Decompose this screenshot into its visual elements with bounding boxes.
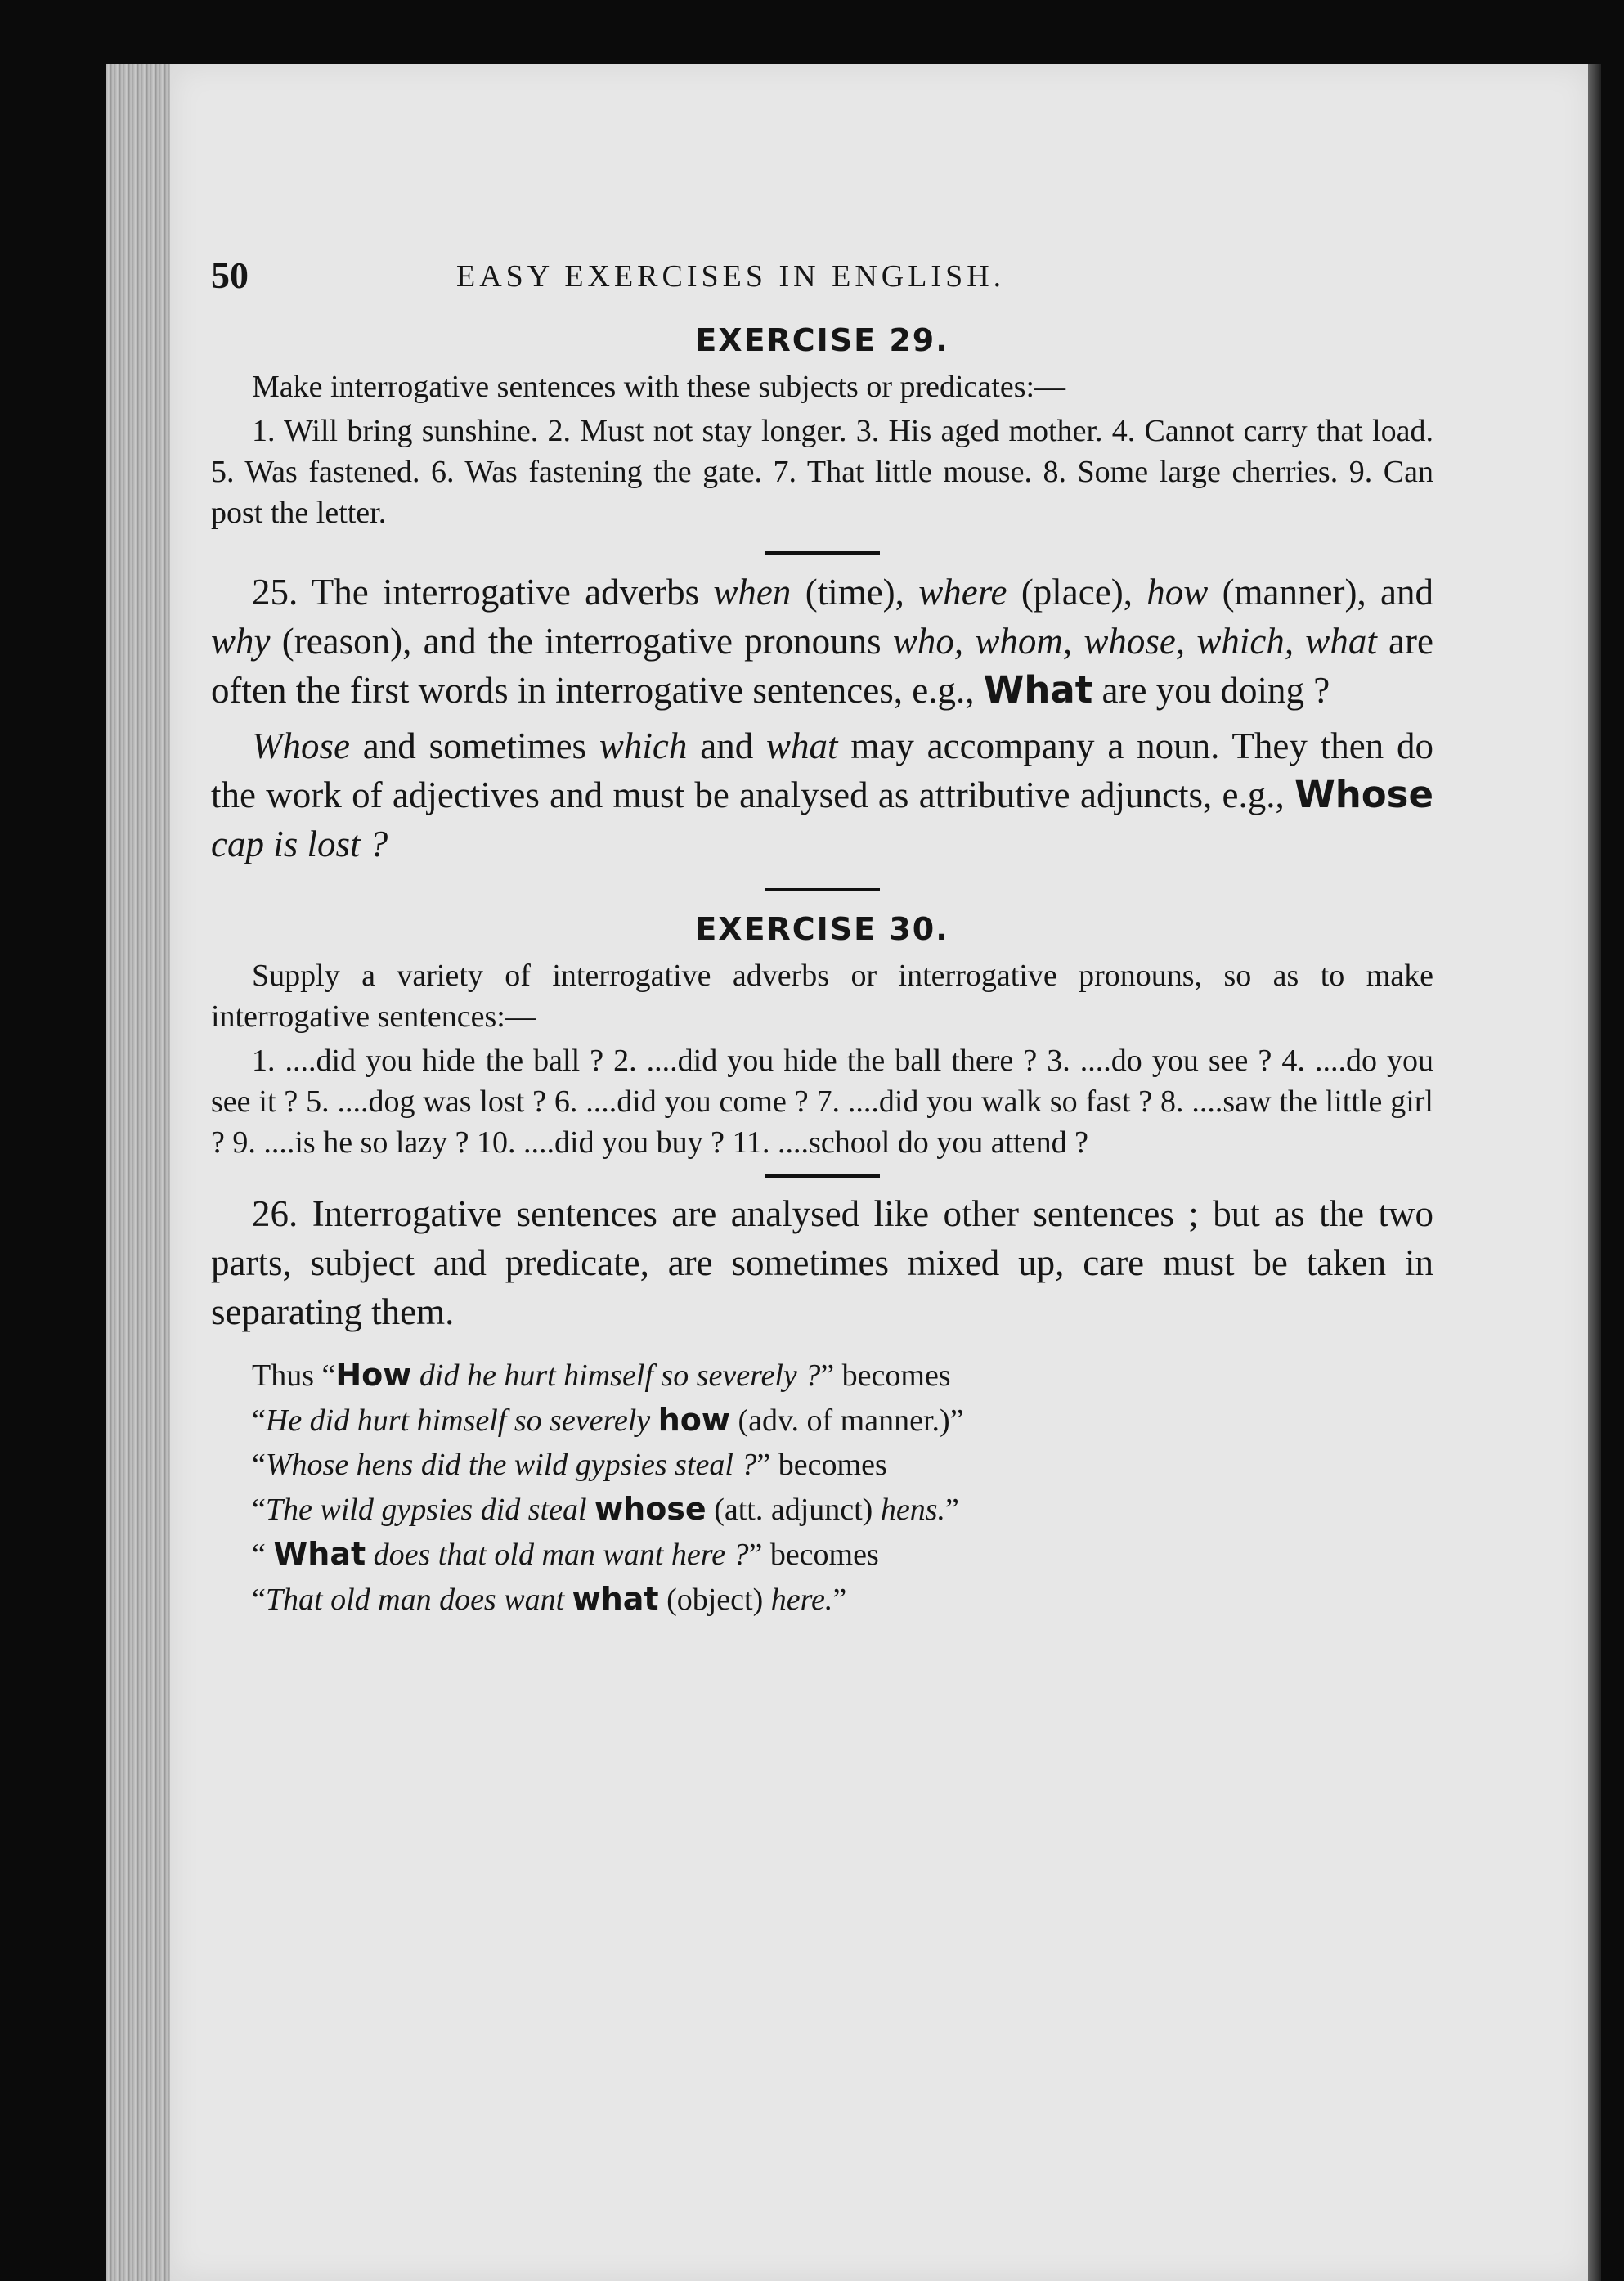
example-line: Thus “How did he hurt himself so severely ?” becomes [252,1357,951,1393]
exercise-29-instruction: Make interrogative sentences with these subjects or predicates:— [252,370,1066,404]
example-line: “That old man does want what (object) here.” [252,1581,847,1617]
section-25-paragraph-1: 25. The interrogative adverbs when (time), where (place), how (manner), and why (reason), and the interrogative pronouns who, whom, whose, which, what are often the first words in interrogative sentences, e.g., What are you doing ? [211,572,1433,712]
page-edge [1588,64,1601,2281]
section-divider [765,888,880,891]
analysis-examples [252,1353,1433,1622]
example-line: “He did hurt himself so severely how (adv. of manner.)” [252,1402,964,1438]
exercise-29-heading: EXERCISE 29. [695,322,949,358]
section-divider [765,551,880,555]
exercise-30-instruction: Supply a variety of interrogative adverbs or interrogative pronouns, so as to make interrogative sentences:— [211,959,1433,1034]
page-content [211,188,1433,1622]
exercise-30-heading: EXERCISE 30. [695,911,949,947]
exercise-29-items: 1. Will bring sunshine. 2. Must not stay longer. 3. His aged mother. 4. Cannot carry that load. 5. Was fastened. 6. Was fastening the gate. 7. That little mouse. 8. Some large cherries. 9. Can post the letter. [211,414,1433,530]
book-binding [106,64,180,2281]
section-26-paragraph: 26. Interrogative sentences are analysed like other sentences ; but as the two parts, subject and predicate, are sometimes mixed up, care must be taken in separating them. [211,1193,1433,1332]
running-head [211,254,1433,303]
example-line: “Whose hens did the wild gypsies steal ?” becomes [252,1448,887,1482]
example-line: “The wild gypsies did steal whose (att. adjunct) hens.” [252,1491,959,1527]
example-line: “ What does that old man want here ?” becomes [252,1536,879,1572]
section-25-paragraph-2: Whose and sometimes which and what may accompany a noun. They then do the work of adjectives and must be analysed as attributive adjuncts, e.g., Whose cap is lost ? [211,725,1433,864]
section-divider [765,1174,880,1178]
running-title: EASY EXERCISES IN ENGLISH. [456,259,1006,294]
exercise-30-items: 1. ....did you hide the ball ? 2. ....did you hide the ball there ? 3. ....do you see ? 4. ....do you see it ? 5. ....dog was lost ? 6. ....did you come ? 7. ....did you walk so fast ? 8. ....saw the little girl ? 9. ....is he so lazy ? 10. ....did you buy ? 11. ....school do you attend ? [211,1044,1433,1160]
page-number: 50 [211,254,249,296]
